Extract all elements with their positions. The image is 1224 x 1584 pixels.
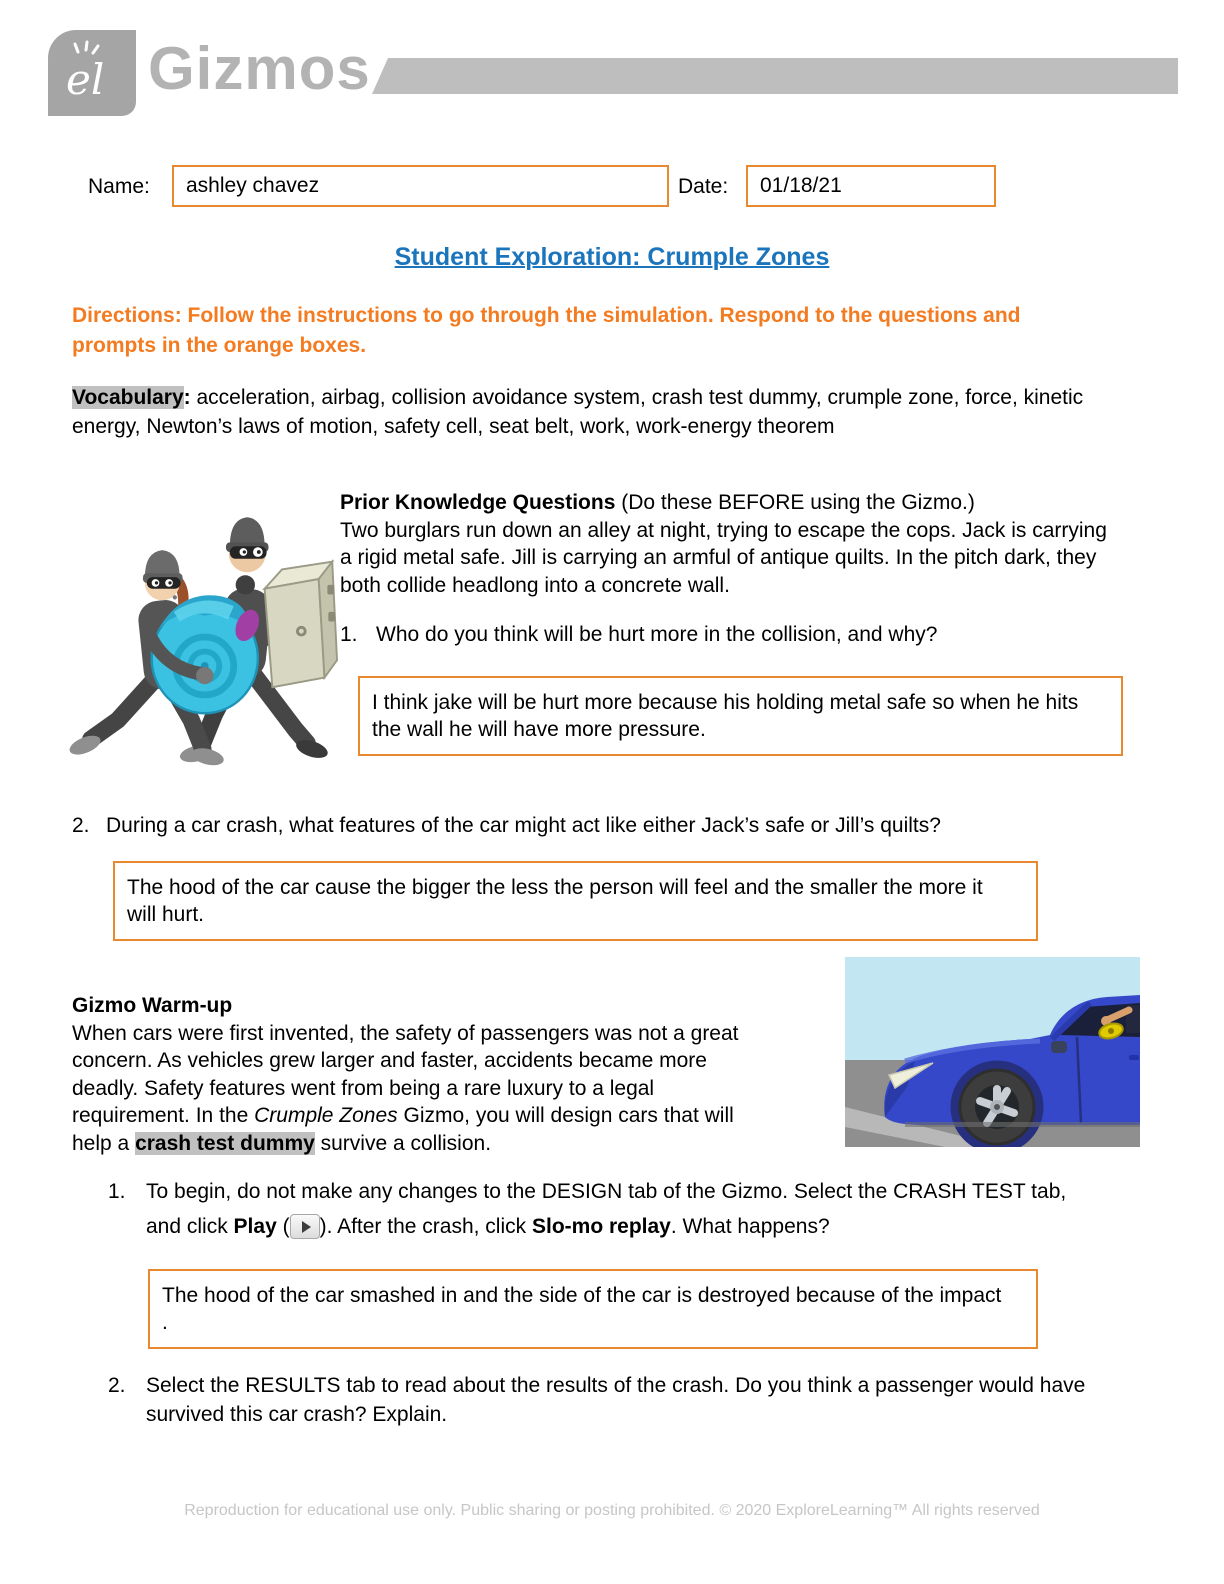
question-2-text: During a car crash, what features of the car might act like either Jack’s safe or Jill’s quilts? — [106, 814, 941, 837]
vocabulary-colon: : — [183, 386, 191, 409]
warmup-question-1 — [108, 1180, 1122, 1239]
burglars-illustration — [58, 490, 338, 784]
question-1 — [340, 621, 1152, 649]
answer-1-line1: I think jake will be hurt more because his holding metal safe so when he hits — [372, 691, 1079, 714]
question-1-text: Who do you think will be hurt more in the collision, and why? — [376, 623, 938, 646]
warmup-heading: Gizmo Warm-up — [72, 994, 233, 1017]
warmup-line5-post: survive a collision. — [314, 1131, 492, 1155]
warmup-line3: deadly. Safety features went from being a rare luxury to a legal — [72, 1076, 655, 1100]
answer-box-1[interactable] — [358, 676, 1123, 756]
prior-knowledge-section — [340, 489, 1152, 649]
name-field[interactable]: ashley chavez — [172, 165, 669, 207]
explorelearning-logo — [48, 30, 136, 116]
vocabulary-line2: energy, Newton’s laws of motion, safety cell, seat belt, work, work-energy theorem — [72, 415, 835, 438]
el-monogram-icon — [48, 30, 136, 116]
question-1-number: 1. — [340, 623, 358, 646]
prior-knowledge-heading-rest: (Do these BEFORE using the Gizmo.) — [615, 491, 975, 514]
warmup-line4-pre: requirement. In the — [72, 1104, 255, 1127]
warmup-question-1-number: 1. — [108, 1180, 126, 1203]
question-2-number: 2. — [72, 814, 90, 837]
directions-text — [72, 301, 1092, 361]
warmup-q1-line2-pre: and click — [146, 1215, 234, 1238]
answer-box-3[interactable] — [148, 1269, 1038, 1349]
warmup-line4-post: Gizmo, you will design cars that will — [397, 1104, 734, 1127]
answer-2-line2: will hurt. — [127, 903, 205, 926]
warmup-question-2 — [108, 1371, 1138, 1429]
warmup-line5 — [72, 1130, 778, 1158]
question-2 — [72, 812, 1102, 840]
warmup-q1-close-paren: ). After the crash, click — [319, 1215, 532, 1238]
warmup-section — [72, 992, 778, 1157]
crash-test-dummy-term: crash test dummy — [135, 1131, 315, 1155]
prior-knowledge-heading-bold: Prior Knowledge Questions — [340, 491, 616, 514]
warmup-q1-open-paren: ( — [276, 1215, 290, 1238]
name-label: Name: — [88, 175, 150, 198]
play-label: Play — [233, 1215, 277, 1238]
vocabulary-line1 — [72, 383, 1152, 412]
warmup-q2-line1: Select the RESULTS tab to read about the results of the crash. Do you think a passenger would have — [146, 1374, 1086, 1397]
warmup-line1: When cars were first invented, the safety of passengers was not a great — [72, 1021, 739, 1045]
date-field[interactable]: 01/18/21 — [746, 165, 996, 207]
warmup-question-2-number: 2. — [108, 1374, 126, 1397]
footer-text: Reproduction for educational use only. Public sharing or posting prohibited. © 2020 ExploreLearning™ All rights reserved — [184, 1502, 1040, 1519]
warmup-q1-line1: To begin, do not make any changes to the DESIGN tab of the Gizmo. Select the CRASH TEST tab, — [146, 1180, 1067, 1203]
prior-intro-line1: Two burglars run down an alley at night, trying to escape the cops. Jack is carrying — [340, 518, 1107, 542]
warmup-line2: concern. As vehicles grew larger and faster, accidents became more — [72, 1049, 707, 1072]
warmup-q1-tail: . What happens? — [670, 1215, 830, 1238]
play-icon — [290, 1214, 320, 1239]
prior-knowledge-heading — [340, 489, 1152, 517]
warmup-question-2-text — [146, 1371, 1085, 1429]
answer-3-line1: The hood of the car smashed in and the side of the car is destroyed because of the impact — [162, 1284, 1002, 1307]
header-bar — [372, 58, 1178, 94]
gizmo-name-italic: Crumple Zones — [254, 1104, 398, 1127]
prior-intro-line2: a rigid metal safe. Jill is carrying an armful of antique quilts. In the pitch dark, they — [340, 546, 1097, 569]
answer-box-2[interactable] — [113, 861, 1038, 941]
answer-1-line2: the wall he will have more pressure. — [372, 718, 706, 741]
warmup-line4 — [72, 1102, 778, 1130]
answer-2-line1: The hood of the car cause the bigger the less the person will feel and the smaller the more it — [127, 876, 983, 899]
date-label: Date: — [678, 175, 729, 198]
vocabulary-paragraph — [72, 383, 1152, 441]
prior-intro-line3: both collide headlong into a concrete wall. — [340, 573, 730, 597]
warmup-line5-pre: help a — [72, 1131, 136, 1155]
slo-mo-replay-label: Slo-mo replay — [531, 1215, 671, 1238]
el-monogram-text: el — [66, 55, 105, 104]
warmup-q1-line2 — [146, 1214, 1066, 1239]
warmup-q2-line2: survived this car crash? Explain. — [146, 1403, 448, 1426]
car-crash-test-illustration — [845, 957, 1140, 1147]
gizmos-wordmark: Gizmos — [148, 35, 371, 102]
warmup-question-1-text — [146, 1180, 1066, 1239]
directions-line1: Directions: Follow the instructions to go through the simulation. Respond to the questions and — [72, 304, 1021, 327]
directions-line2: prompts in the orange boxes. — [72, 334, 367, 357]
vocabulary-list-part1: acceleration, airbag, collision avoidance system, crash test dummy, crumple zone, force, kinetic — [190, 386, 1084, 409]
answer-3-line2: . — [162, 1311, 168, 1334]
vocabulary-term: Vocabulary — [72, 386, 184, 409]
page-title: Student Exploration: Crumple Zones — [394, 243, 830, 271]
